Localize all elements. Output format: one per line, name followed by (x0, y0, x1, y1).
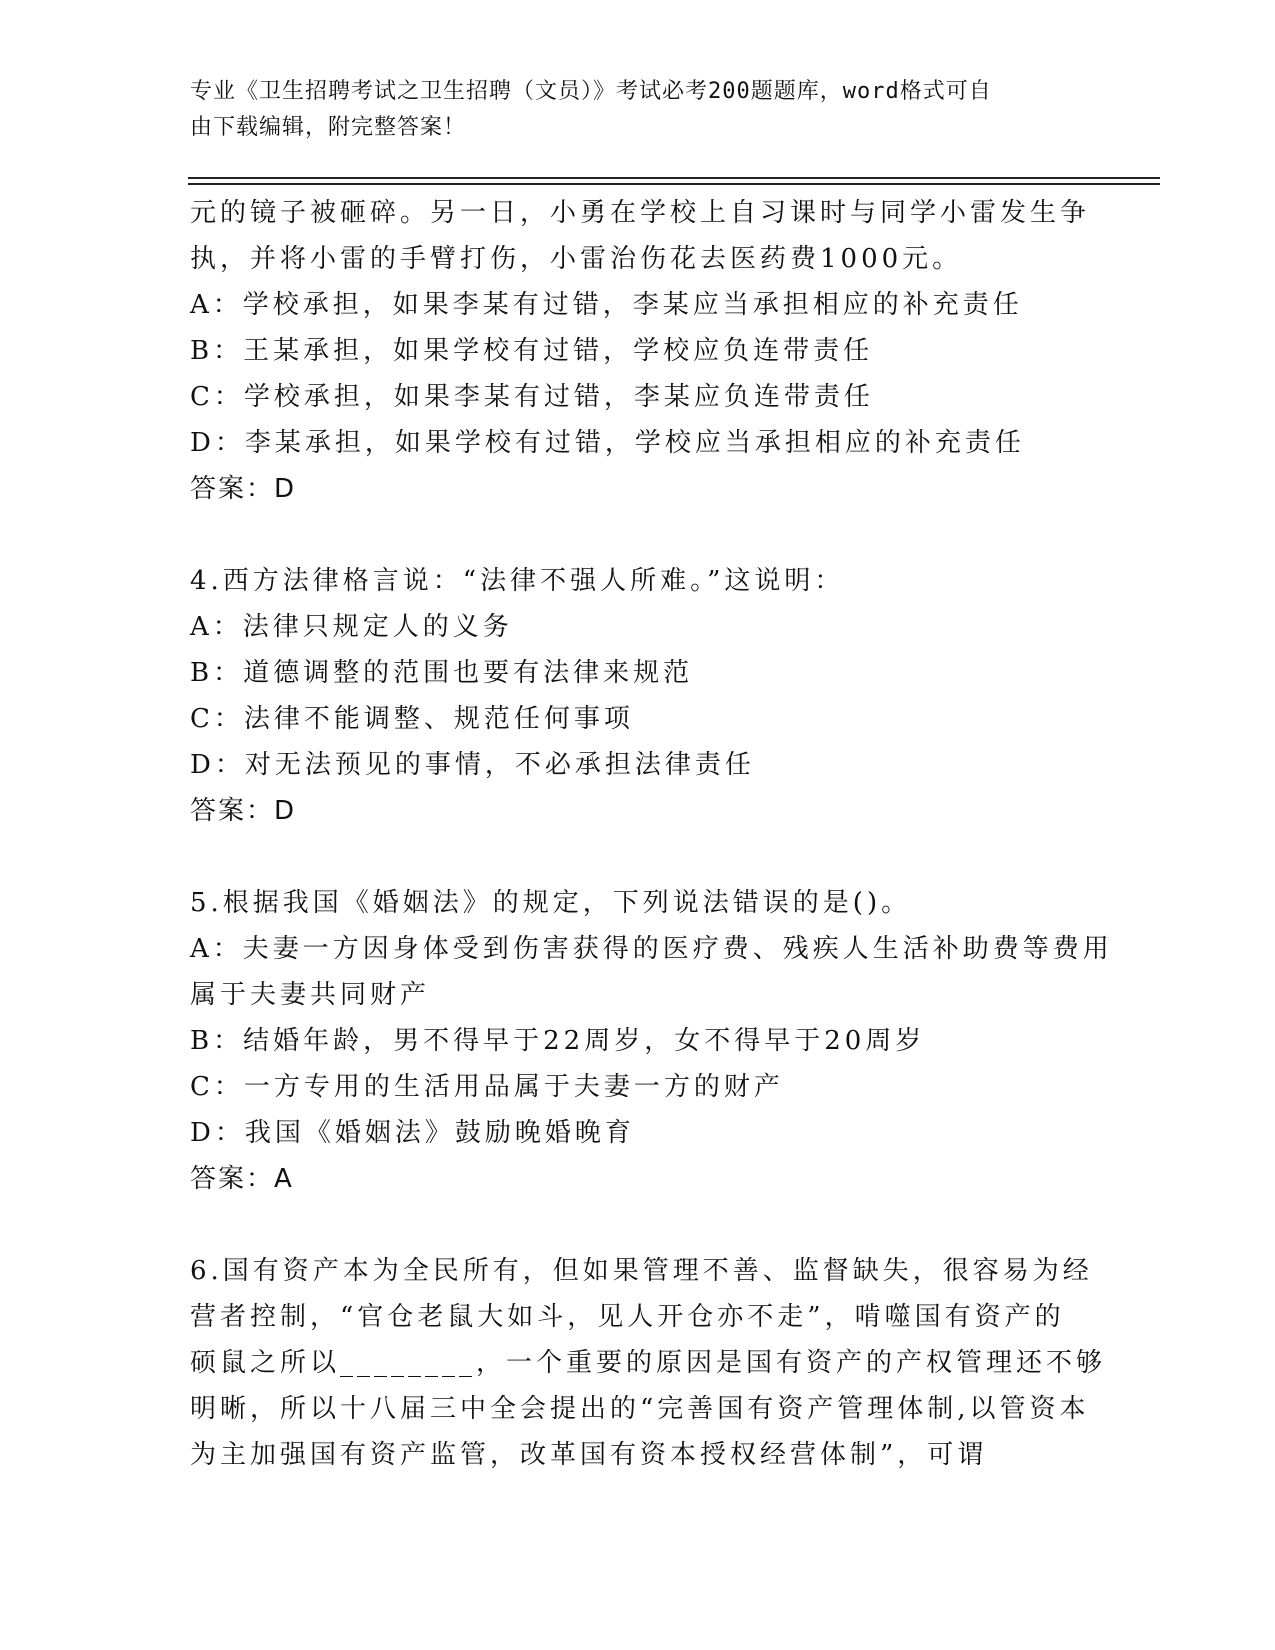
question-5 (190, 880, 1113, 1202)
question-text: 硕鼠之所以________，一个重要的原因是国有资产的产权管理还不够 (190, 1348, 1107, 1378)
header-line-1: 专业《卫生招聘考试之卫生招聘（文员）》考试必考200题题库，word格式可自 (190, 79, 992, 104)
option-d: D：对无法预见的事情，不必承担法律责任 (190, 750, 755, 780)
spacer (190, 512, 1090, 558)
question-text: 5.根据我国《婚姻法》的规定，下列说法错误的是()。 (190, 888, 912, 918)
option-d: D：我国《婚姻法》鼓励晚婚晚育 (190, 1118, 635, 1148)
option-d: D：李某承担，如果学校有过错，学校应当承担相应的补充责任 (190, 428, 1025, 458)
question-3 (190, 190, 1090, 512)
question-4 (190, 558, 1090, 834)
question-text: 明晰，所以十八届三中全会提出的“完善国有资产管理体制,以管资本 (190, 1394, 1090, 1424)
question-text: 执，并将小雷的手臂打伤，小雷治伤花去医药费1000元。 (190, 244, 963, 274)
option-c: C：学校承担，如果李某有过错，李某应负连带责任 (190, 382, 874, 412)
question-text: 6.国有资产本为全民所有，但如果管理不善、监督缺失，很容易为经 (190, 1256, 1093, 1286)
option-a-continued: 属于夫妻共同财产 (190, 980, 431, 1010)
option-a: A：学校承担，如果李某有过错，李某应当承担相应的补充责任 (190, 290, 1023, 320)
answer-line: 答案：A (190, 1164, 294, 1194)
option-c: C：法律不能调整、规范任何事项 (190, 704, 634, 734)
document-header (190, 74, 1070, 146)
question-text: 元的镜子被砸碎。另一日，小勇在学校上自习课时与同学小雷发生争 (190, 198, 1091, 228)
question-text: 4.西方法律格言说：“法律不强人所难。”这说明： (190, 566, 845, 596)
spacer (190, 1202, 1090, 1248)
question-6 (190, 1248, 1107, 1478)
option-b: B：王某承担，如果学校有过错，学校应负连带责任 (190, 336, 874, 366)
option-b: B：结婚年龄，男不得早于22周岁，女不得早于20周岁 (190, 1026, 926, 1056)
question-text: 营者控制，“官仓老鼠大如斗，见人开仓亦不走”，啃噬国有资产的 (190, 1302, 1065, 1332)
option-a: A：法律只规定人的义务 (190, 612, 513, 642)
answer-line: 答案：D (190, 474, 297, 504)
spacer (190, 834, 1090, 880)
option-b: B：道德调整的范围也要有法律来规范 (190, 658, 694, 688)
header-line-2: 由下载编辑，附完整答案！ (190, 115, 467, 140)
document-body (190, 190, 1113, 1478)
option-a: A：夫妻一方因身体受到伤害获得的医疗费、残疾人生活补助费等费用 (190, 934, 1113, 964)
question-text: 为主加强国有资产监管，改革国有资本授权经营体制”，可谓 (190, 1440, 988, 1470)
header-rule-top (188, 177, 1160, 179)
option-c: C：一方专用的生活用品属于夫妻一方的财产 (190, 1072, 784, 1102)
answer-line: 答案：D (190, 796, 297, 826)
header-rule-bottom (188, 183, 1160, 185)
